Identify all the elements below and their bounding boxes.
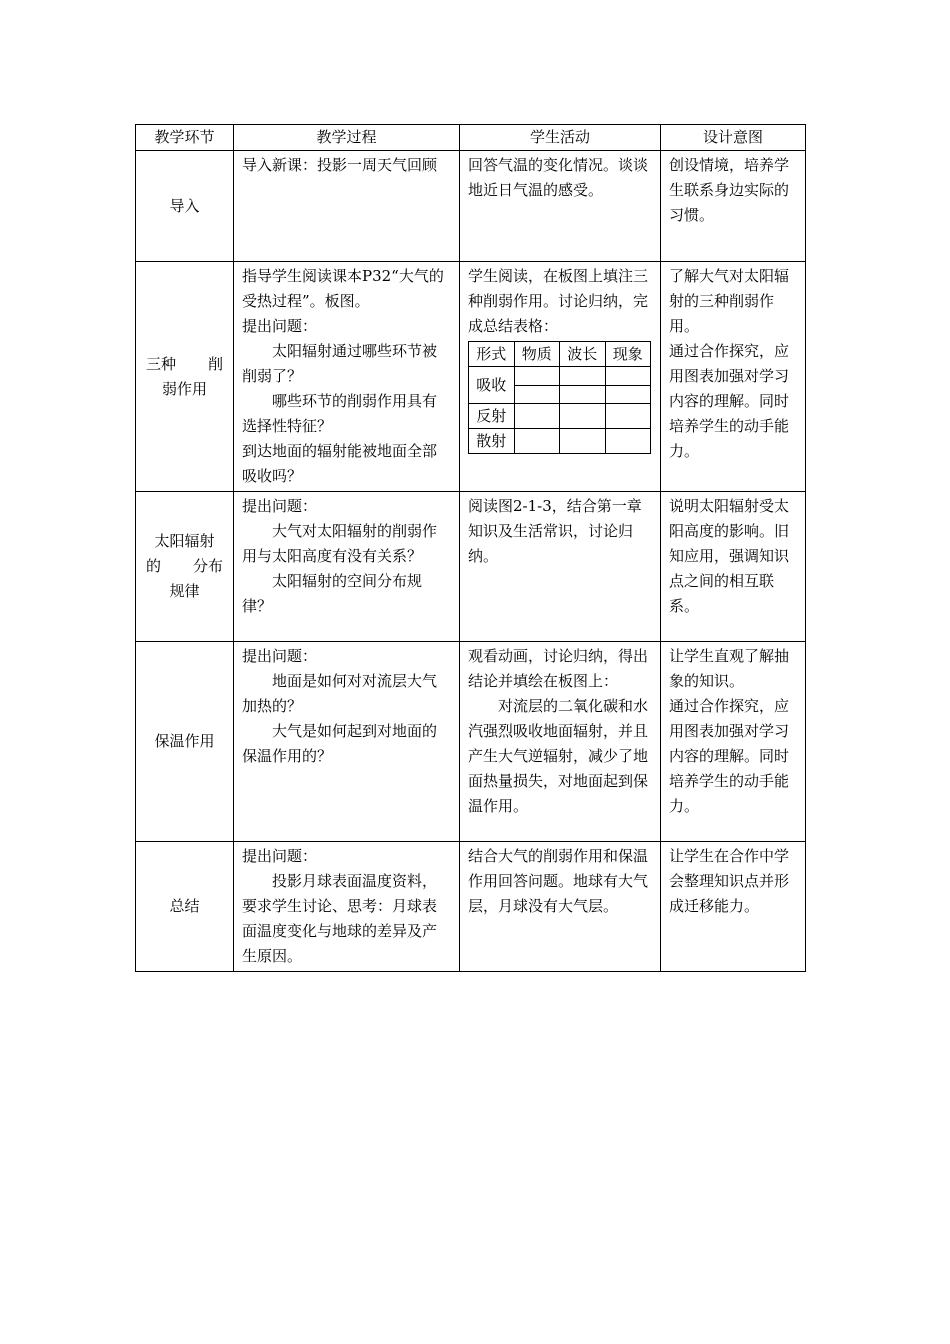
intent-text: 让学生直观了解抽象的知识。 xyxy=(669,647,790,690)
intent-text: 说明太阳辐射受太阳高度的影响。旧知应用，强调知识点之间的相互联系。 xyxy=(669,497,790,615)
phase-label: 总结 xyxy=(169,897,200,915)
table-row xyxy=(136,642,806,842)
intent-cell xyxy=(661,262,806,492)
header-cell-intent: 设计意图 xyxy=(661,125,806,151)
header-cell-activity: 学生活动 xyxy=(460,125,661,151)
process-question: 到达地面的辐射能被地面全部吸收吗？ xyxy=(242,442,438,485)
phase-label-part: 削 xyxy=(207,354,223,373)
phase-label xyxy=(142,554,227,579)
process-cell xyxy=(234,262,460,492)
summary-empty-cell xyxy=(605,429,651,454)
phase-label-part: 的 xyxy=(146,557,162,575)
intent-text: 了解大气对太阳辐射的三种削弱作用。 xyxy=(669,267,790,335)
phase-label-part: 三种 xyxy=(146,354,177,373)
table-row xyxy=(136,151,806,262)
process-question: 太阳辐射通过哪些环节被削弱了？ xyxy=(242,342,438,385)
intent-text: 创设情境，培养学生联系身边实际的习惯。 xyxy=(669,156,790,224)
summary-row-label: 散射 xyxy=(469,429,515,454)
intent-cell xyxy=(661,492,806,642)
header-cell-phase: 教学环节 xyxy=(136,125,234,151)
summary-empty-cell xyxy=(514,367,560,404)
intent-cell xyxy=(661,151,806,262)
intent-cell xyxy=(661,842,806,972)
process-text: 导入新课：投影一周天气回顾 xyxy=(242,156,438,174)
summary-empty-cell xyxy=(605,367,651,404)
lesson-plan-table xyxy=(135,124,806,972)
activity-text: 回答气温的变化情况。谈谈地近日气温的感受。 xyxy=(468,156,649,199)
summary-header-cell: 形式 xyxy=(469,342,515,367)
activity-text: 结合大气的削弱作用和保温作用回答问题。地球有大气层，月球没有大气层。 xyxy=(468,847,649,915)
intent-text: 通过合作探究，应用图表加强对学习内容的理解。同时培养学生的动手能力。 xyxy=(669,342,790,460)
summary-row xyxy=(469,429,651,454)
phase-label: 保温作用 xyxy=(154,732,215,750)
phase-label: 弱作用 xyxy=(161,379,207,398)
summary-empty-cell xyxy=(605,404,651,429)
phase-label: 导入 xyxy=(169,196,200,215)
process-text: 提出问题： xyxy=(242,317,318,335)
phase-cell xyxy=(136,492,234,642)
phase-label-part: 分布 xyxy=(192,557,223,575)
process-question: 大气是如何起到对地面的保温作用的？ xyxy=(242,722,438,765)
summary-row-label: 吸收 xyxy=(469,367,515,404)
summary-header-cell: 物质 xyxy=(514,342,560,367)
summary-header-cell: 现象 xyxy=(605,342,651,367)
process-text: 提出问题： xyxy=(242,647,318,665)
activity-text: 阅读图2-1-3，结合第一章知识及生活常识，讨论归纳。 xyxy=(468,497,642,565)
phase-cell xyxy=(136,262,234,492)
phase-label xyxy=(142,352,227,377)
intent-text: 让学生在合作中学会整理知识点并形成迁移能力。 xyxy=(669,847,790,915)
process-text: 提出问题： xyxy=(242,497,318,515)
process-text: 指导学生阅读课本P32“大气的受热过程”。板图。 xyxy=(242,267,444,310)
process-question: 大气对太阳辐射的削弱作用与太阳高度有没有关系？ xyxy=(242,522,438,565)
intent-cell xyxy=(661,642,806,842)
summary-empty-cell xyxy=(514,429,560,454)
process-question: 投影月球表面温度资料，要求学生讨论、思考：月球表面温度变化与地球的差异及产生原因。 xyxy=(242,872,438,965)
table-row xyxy=(136,492,806,642)
phase-label: 太阳辐射 xyxy=(154,532,215,550)
process-cell xyxy=(234,642,460,842)
summary-header-cell: 波长 xyxy=(560,342,606,367)
process-question: 哪些环节的削弱作用具有选择性特征？ xyxy=(242,392,438,435)
activity-text: 观看动画，讨论归纳，得出结论并填绘在板图上： xyxy=(468,647,649,690)
table-row xyxy=(136,842,806,972)
summary-empty-cell xyxy=(560,367,606,404)
activity-cell xyxy=(460,262,661,492)
phase-cell xyxy=(136,642,234,842)
summary-empty-cell xyxy=(514,404,560,429)
process-cell xyxy=(234,151,460,262)
activity-cell xyxy=(460,151,661,262)
activity-cell xyxy=(460,492,661,642)
summary-empty-cell xyxy=(560,429,606,454)
process-question: 地面是如何对对流层大气加热的？ xyxy=(242,672,438,715)
summary-row xyxy=(469,404,651,429)
header-row xyxy=(136,125,806,151)
activity-text: 对流层的二氧化碳和水汽强烈吸收地面辐射，并且产生大气逆辐射，减少了地面热量损失，对地面起到保温作用。 xyxy=(468,697,649,815)
summary-empty-cell xyxy=(560,404,606,429)
activity-text: 学生阅读，在板图上填注三种削弱作用。讨论归纳，完成总结表格： xyxy=(468,267,649,335)
summary-row xyxy=(469,367,651,404)
process-cell xyxy=(234,842,460,972)
summary-table xyxy=(468,341,651,454)
process-question: 太阳辐射的空间分布规律？ xyxy=(242,572,423,615)
process-cell xyxy=(234,492,460,642)
process-text: 提出问题： xyxy=(242,847,318,865)
table-row xyxy=(136,262,806,492)
header-cell-process: 教学过程 xyxy=(234,125,460,151)
summary-row-label: 反射 xyxy=(469,404,515,429)
phase-cell xyxy=(136,151,234,262)
activity-cell xyxy=(460,842,661,972)
summary-header-row xyxy=(469,342,651,367)
phase-cell xyxy=(136,842,234,972)
intent-text: 通过合作探究，应用图表加强对学习内容的理解。同时培养学生的动手能力。 xyxy=(669,697,790,815)
activity-cell xyxy=(460,642,661,842)
phase-label: 规律 xyxy=(169,582,200,600)
